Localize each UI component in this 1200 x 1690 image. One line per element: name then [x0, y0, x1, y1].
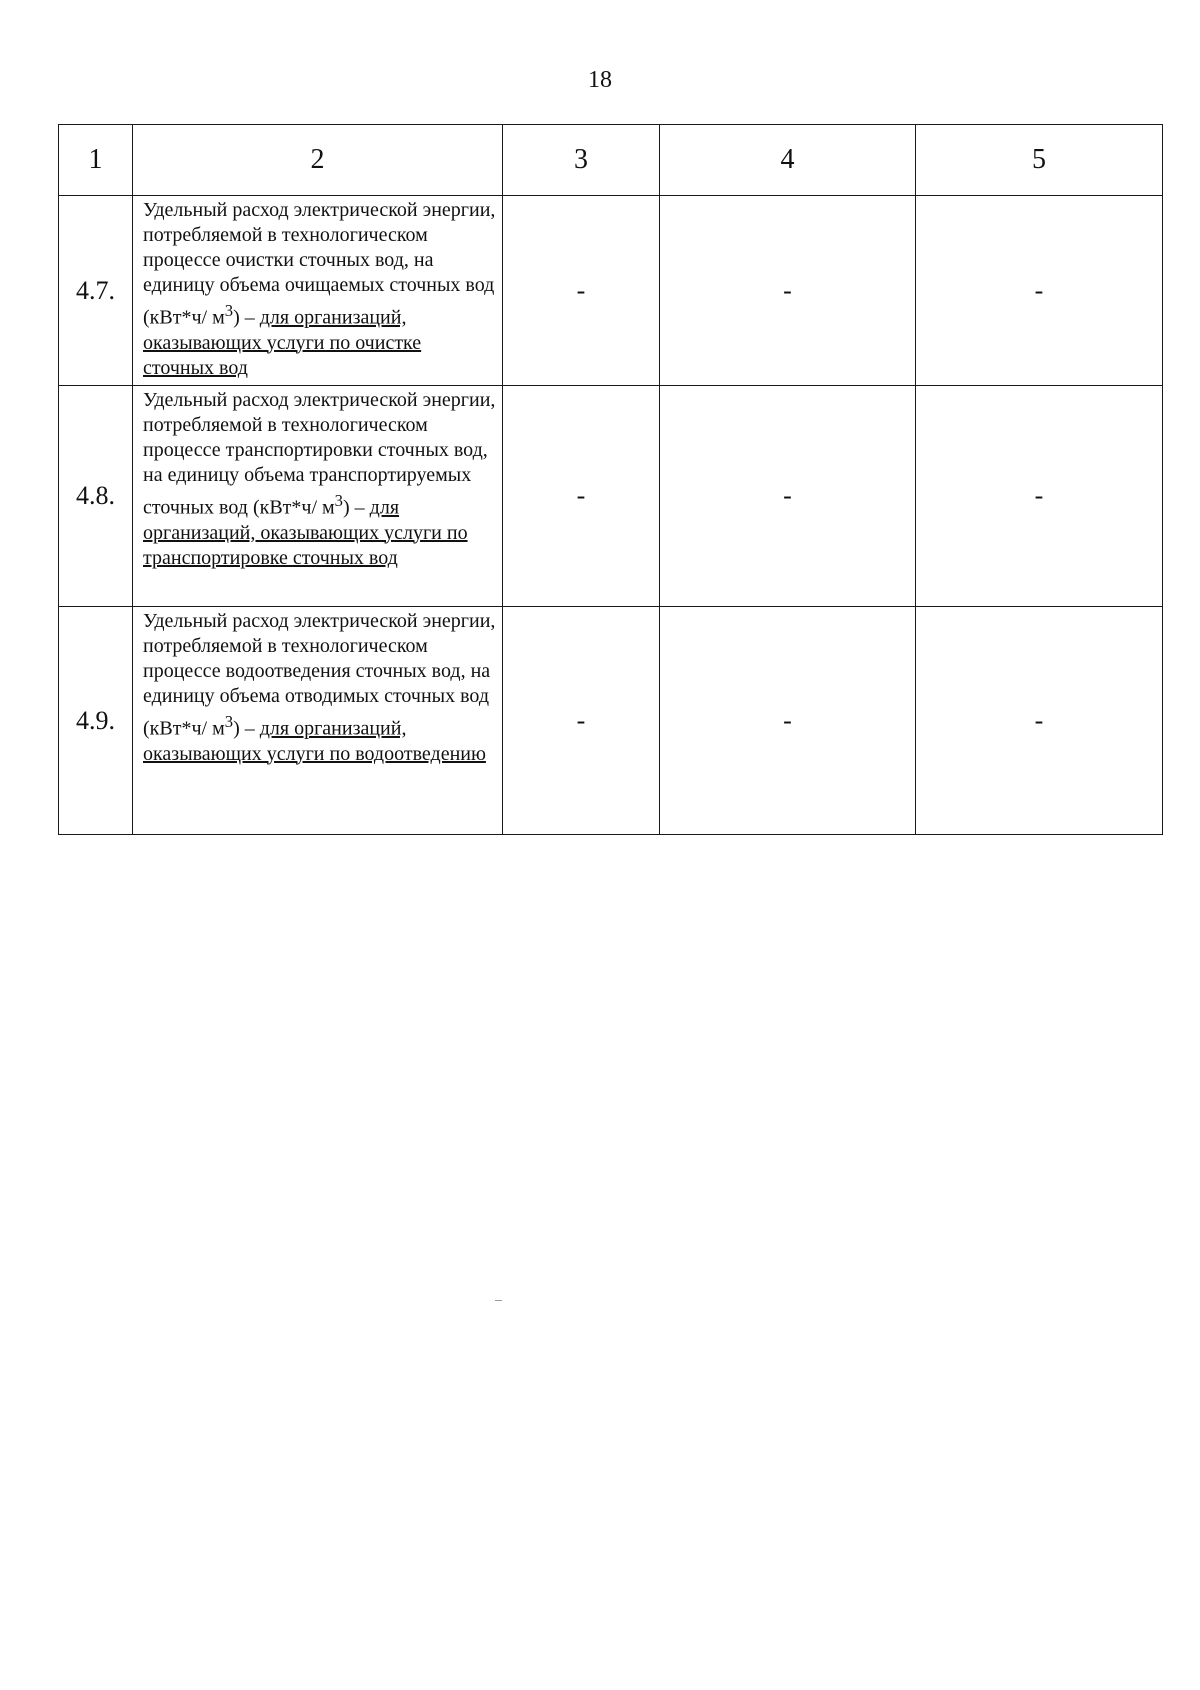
table-row	[59, 607, 1163, 835]
row-number: 4.9.	[59, 607, 133, 835]
row-description	[133, 386, 503, 607]
row-description	[133, 607, 503, 835]
header-cell-4: 4	[660, 125, 916, 196]
superscript: 3	[224, 712, 234, 731]
value-cell-5: -	[916, 607, 1163, 835]
row-description	[133, 196, 503, 386]
description-close: )	[233, 717, 240, 740]
row-number: 4.7.	[59, 196, 133, 386]
description-text: Удельный расход электрической энергии, потребляемой в технологическом процессе водоотведения сточных вод, на единицу объема отводимых сточных вод (кВт*ч/ м	[143, 610, 496, 740]
value-cell-3: -	[503, 196, 660, 386]
superscript: 3	[334, 491, 343, 510]
header-cell-3: 3	[503, 125, 660, 196]
header-cell-5: 5	[916, 125, 1163, 196]
value-cell-3: -	[503, 386, 660, 607]
description-close: )	[233, 306, 240, 329]
value-cell-4: -	[660, 386, 916, 607]
value-cell-4: -	[660, 607, 916, 835]
value-cell-5: -	[916, 196, 1163, 386]
dash-separator: –	[349, 496, 370, 519]
header-cell-2: 2	[133, 125, 503, 196]
page-number: 18	[588, 67, 612, 93]
header-cell-1: 1	[59, 125, 133, 196]
dash-separator: –	[239, 717, 260, 740]
table-header-row	[59, 125, 1163, 196]
indicators-table	[58, 124, 1163, 835]
value-cell-4: -	[660, 196, 916, 386]
description-text: Удельный расход электрической энергии, потребляемой в технологическом процессе транспортировки сточных вод, на единицу объема транспортируемых сточных вод (кВт*ч/ м	[143, 389, 496, 519]
dash-separator: –	[239, 306, 260, 329]
underlined-scope: для организаций, оказывающих услуги по транспортировке сточных вод	[143, 496, 468, 569]
value-cell-3: -	[503, 607, 660, 835]
scan-artifact	[495, 1300, 502, 1301]
value-cell-5: -	[916, 386, 1163, 607]
table-row	[59, 386, 1163, 607]
table-row	[59, 196, 1163, 386]
superscript: 3	[224, 301, 234, 320]
underlined-scope: для организаций, оказывающих услуги по водоотведению	[143, 717, 486, 765]
description-close: )	[343, 496, 350, 519]
description-text: Удельный расход электрической энергии, потребляемой в технологическом процессе очистки сточных вод, на единицу объема очищаемых сточных вод (кВт*ч/ м	[143, 199, 496, 329]
row-number: 4.8.	[59, 386, 133, 607]
underlined-scope: для организаций, оказывающих услуги по очистке сточных вод	[143, 306, 422, 379]
